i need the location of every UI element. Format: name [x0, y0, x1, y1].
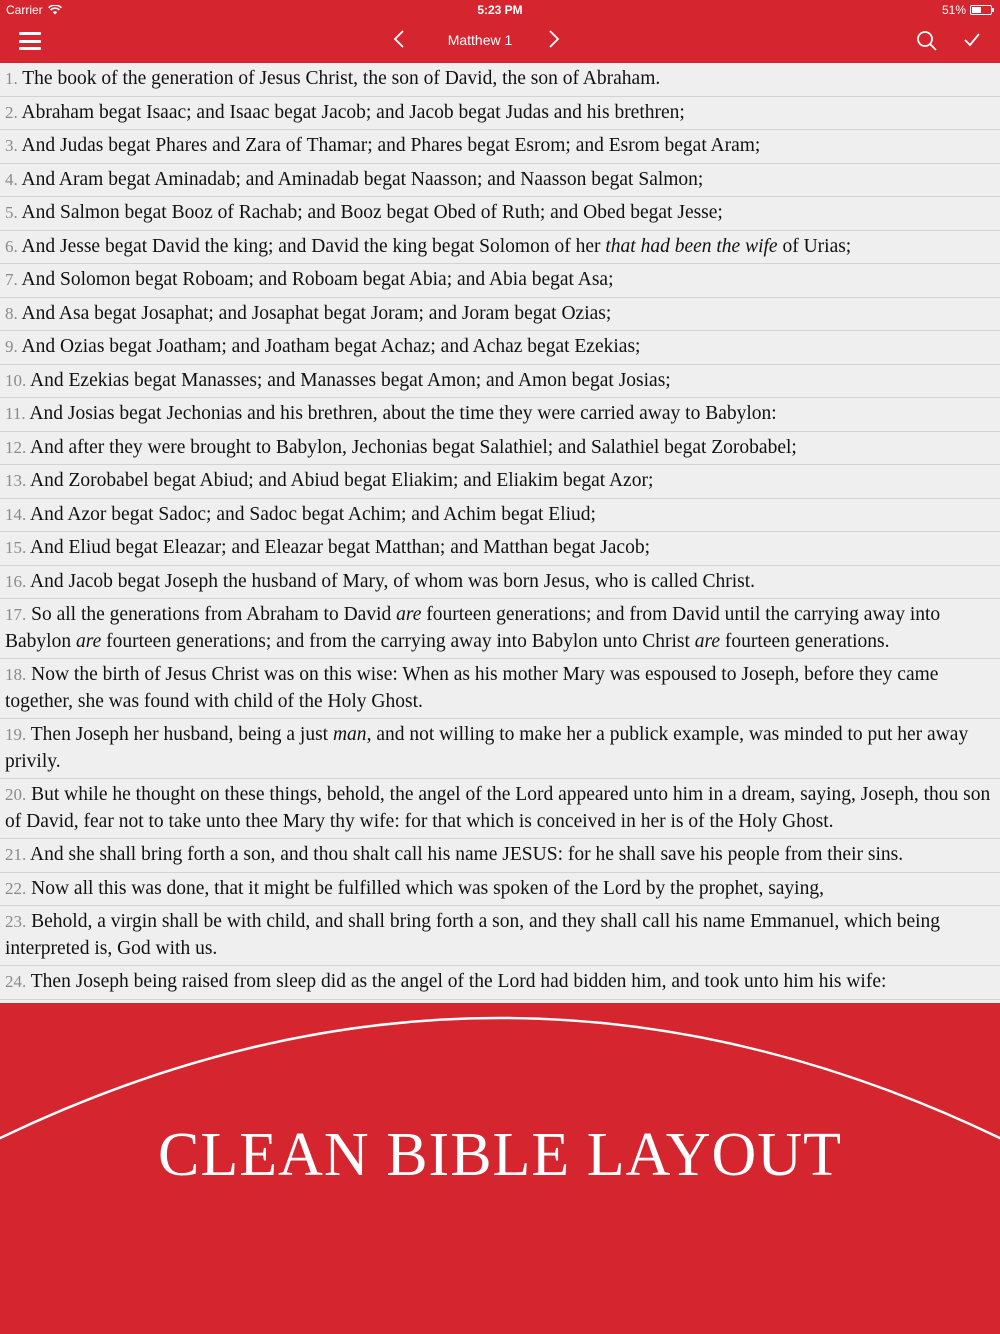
chevron-right-icon[interactable] — [548, 29, 560, 53]
search-icon[interactable] — [916, 30, 938, 52]
verse-row[interactable] — [0, 130, 1000, 164]
verse-number: 24. — [5, 972, 27, 991]
verse-row[interactable] — [0, 298, 1000, 332]
verse-text: And Zorobabel begat Abiud; and Abiud begat Eliakim; and Eliakim begat Azor; — [26, 470, 654, 491]
verse-text-italic: are — [396, 604, 422, 625]
verse-text: And she shall bring forth a son, and thou shalt call his name JESUS: for he shall save his people from their sins. — [26, 844, 904, 865]
battery-icon — [970, 5, 992, 15]
verse-number: 16. — [5, 571, 27, 591]
verse-text: The book of the generation of Jesus Christ, the son of David, the son of Abraham. — [17, 68, 661, 89]
battery-group — [942, 3, 992, 17]
verse-text: And Jesse begat David the king; and David the king begat Solomon of her — [17, 235, 606, 257]
verse-text: of Urias; — [777, 235, 852, 257]
verse-text: And Ezekias begat Manasses; and Manasses begat Amon; and Amon begat Josias; — [26, 369, 671, 391]
verse-text: And Eliud begat Eleazar; and Eleazar begat Matthan; and Matthan begat Jacob; — [26, 537, 651, 558]
verse-row[interactable] — [0, 659, 1000, 719]
verse-row[interactable] — [0, 164, 1000, 198]
verse-number: 8. — [5, 303, 18, 323]
verse-row[interactable] — [0, 779, 1000, 839]
verse-text: And Salmon begat Booz of Rachab; and Booz begat Obed of Ruth; and Obed begat Jesse; — [17, 202, 723, 223]
verse-row[interactable] — [0, 63, 1000, 97]
status-time: 5:23 PM — [477, 3, 523, 17]
verse-number: 21. — [5, 845, 27, 864]
verse-number: 3. — [5, 136, 18, 155]
verse-number: 4. — [5, 169, 18, 189]
verse-number: 13. — [5, 471, 27, 490]
verse-row[interactable] — [0, 365, 1000, 399]
verse-row[interactable] — [0, 566, 1000, 600]
verse-number: 22. — [5, 878, 27, 898]
verse-text: Behold, a virgin shall be with child, and shall bring forth a son, and they shall call his name Emmanuel, which being interpreted is, God with us. — [5, 911, 941, 959]
promo-banner — [0, 1003, 1000, 1334]
check-icon[interactable] — [962, 30, 982, 50]
chevron-left-icon[interactable] — [393, 29, 405, 53]
verse-number: 11. — [5, 404, 26, 423]
verse-number: 6. — [5, 236, 18, 256]
verse-text: And Asa begat Josaphat; and Josaphat begat Joram; and Joram begat Ozias; — [17, 302, 612, 324]
verse-text: And Aram begat Aminadab; and Aminadab begat Naasson; and Naasson begat Salmon; — [17, 168, 704, 190]
verse-number: 18. — [5, 665, 27, 684]
verse-text-italic: are — [75, 630, 102, 652]
verse-text: And Solomon begat Roboam; and Roboam begat Abia; and Abia begat Asa; — [17, 269, 614, 290]
verse-row[interactable] — [0, 264, 1000, 298]
verse-number: 17. — [5, 605, 27, 624]
verse-text: So all the generations from Abraham to David — [26, 604, 397, 625]
battery-percent: 51% — [941, 3, 966, 17]
verse-number: 2. — [5, 102, 18, 122]
verse-text: Then Joseph being raised from sleep did as the angel of the Lord had bidden him, and took unto him his wife: — [26, 971, 887, 992]
verse-row[interactable] — [0, 599, 1000, 659]
carrier-label: Carrier — [6, 3, 43, 17]
verse-row[interactable] — [0, 906, 1000, 966]
verse-row[interactable] — [0, 873, 1000, 907]
verse-number: 7. — [5, 270, 18, 289]
verse-number: 14. — [5, 504, 27, 524]
promo-title: CLEAN BIBLE LAYOUT — [158, 1121, 842, 1189]
nav-bar — [0, 20, 1000, 63]
verse-text: Now the birth of Jesus Christ was on this wise: When as his mother Mary was espoused to Joseph, before they came together, she was found with child of the Holy Ghost. — [5, 664, 939, 712]
verse-text: And Jacob begat Joseph the husband of Mary, of whom was born Jesus, who is called Christ. — [26, 570, 756, 592]
verse-number: 9. — [5, 337, 18, 356]
verse-text: fourteen generations; and from David until the carrying away into Babylon — [5, 604, 941, 652]
verse-text-italic: are — [694, 630, 721, 652]
verse-text: fourteen generations; and from the carrying away into Babylon unto Christ — [101, 630, 695, 652]
verse-list[interactable] — [0, 63, 1000, 1003]
verse-row[interactable] — [0, 432, 1000, 466]
verse-row[interactable] — [0, 532, 1000, 566]
verse-number: 19. — [5, 725, 27, 744]
verse-text: And Ozias begat Joatham; and Joatham begat Achaz; and Achaz begat Ezekias; — [17, 336, 641, 357]
verse-text: Then Joseph her husband, being a just — [26, 724, 333, 745]
verse-text: , and not willing to make her a publick example, was minded to put her away privily. — [5, 724, 969, 772]
menu-icon[interactable] — [19, 32, 41, 50]
verse-number: 10. — [5, 370, 27, 390]
verse-number: 5. — [5, 203, 18, 222]
verse-text: And after they were brought to Babylon, Jechonias begat Salathiel; and Salathiel begat Zorobabel; — [26, 436, 797, 458]
status-bar — [0, 0, 1000, 20]
verse-text-italic: that had been the wife — [605, 235, 778, 257]
verse-text: And Josias begat Jechonias and his brethren, about the time they were carried away to Babylon: — [25, 403, 777, 424]
verse-row[interactable] — [0, 331, 1000, 365]
verse-number: 20. — [5, 785, 27, 804]
verse-row[interactable] — [0, 231, 1000, 265]
verse-row[interactable] — [0, 97, 1000, 131]
verse-text: fourteen generations. — [720, 630, 890, 652]
verse-row[interactable] — [0, 839, 1000, 873]
verse-text-italic: man — [332, 724, 367, 745]
chapter-title[interactable]: Matthew 1 — [447, 32, 513, 48]
verse-number: 1. — [5, 69, 18, 88]
verse-row[interactable] — [0, 499, 1000, 533]
verse-row[interactable] — [0, 465, 1000, 499]
verse-number: 23. — [5, 912, 27, 931]
verse-text: But while he thought on these things, behold, the angel of the Lord appeared unto him in a dream, saying, Joseph, thou son of David, fear not to take unto thee Mary thy wife: for that which is conceived in her is of the Holy Ghost. — [5, 784, 991, 832]
verse-text: Abraham begat Isaac; and Isaac begat Jacob; and Jacob begat Judas and his brethren; — [17, 101, 685, 123]
verse-row[interactable] — [0, 966, 1000, 1000]
verse-row[interactable] — [0, 197, 1000, 231]
verse-text: And Azor begat Sadoc; and Sadoc begat Achim; and Achim begat Eliud; — [26, 503, 596, 525]
verse-row[interactable] — [0, 719, 1000, 779]
verse-text: And Judas begat Phares and Zara of Thamar; and Phares begat Esrom; and Esrom begat Aram; — [17, 135, 761, 156]
verse-text: Now all this was done, that it might be fulfilled which was spoken of the Lord by the prophet, saying, — [26, 877, 824, 899]
verse-row[interactable] — [0, 398, 1000, 432]
verse-number: 15. — [5, 538, 27, 557]
verse-number: 12. — [5, 437, 27, 457]
